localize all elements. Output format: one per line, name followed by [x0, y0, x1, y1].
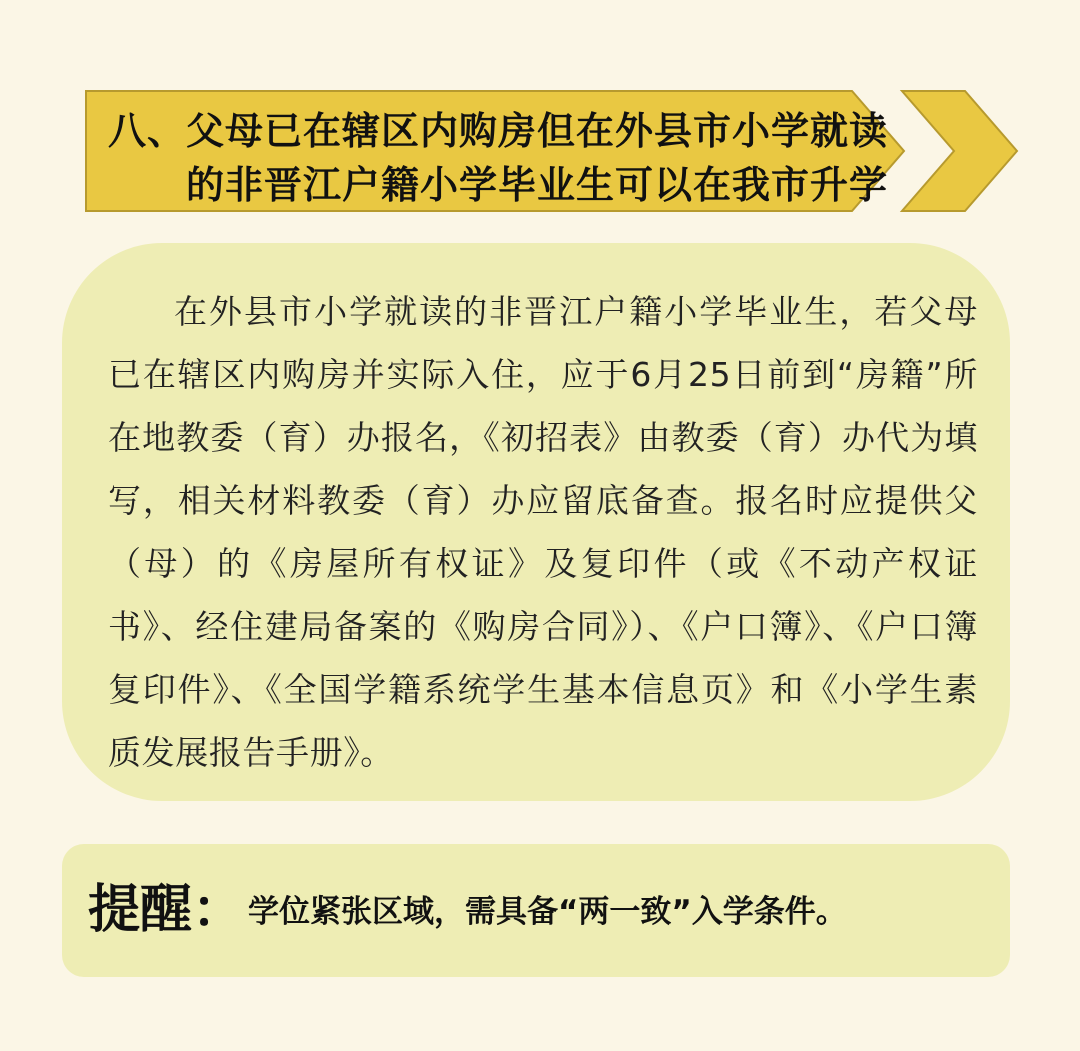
heading-line-2: 的非晋江户籍小学毕业生可以在我市升学 [186, 163, 889, 207]
body-paragraph: 在外县市小学就读的非晋江户籍小学毕业生，若父母已在辖区内购房并实际入住，应于6月25日前到“房籍”所在地教委（育）办报名，《初招表》由教委（育）办代为填写，相关材料教委（育）办应留底备查。报名时应提供父（母）的《房屋所有权证》及复印件（或《不动产权证书》、经住建局备案的《购房合同》）、《户口簿》、《户口簿复印件》、《全国学籍系统学生基本信息页》和《小学生素质发展报告手册》。 [108, 292, 978, 772]
section-heading [108, 104, 888, 212]
heading-line-1: 八、父母已在辖区内购房但在外县市小学就读 [108, 109, 889, 153]
chevron-right-icon [902, 91, 1017, 211]
reminder-text: 学位紧张区域，需具备“两一致”入学条件。 [248, 894, 847, 930]
reminder-label: 提醒： [88, 880, 245, 940]
